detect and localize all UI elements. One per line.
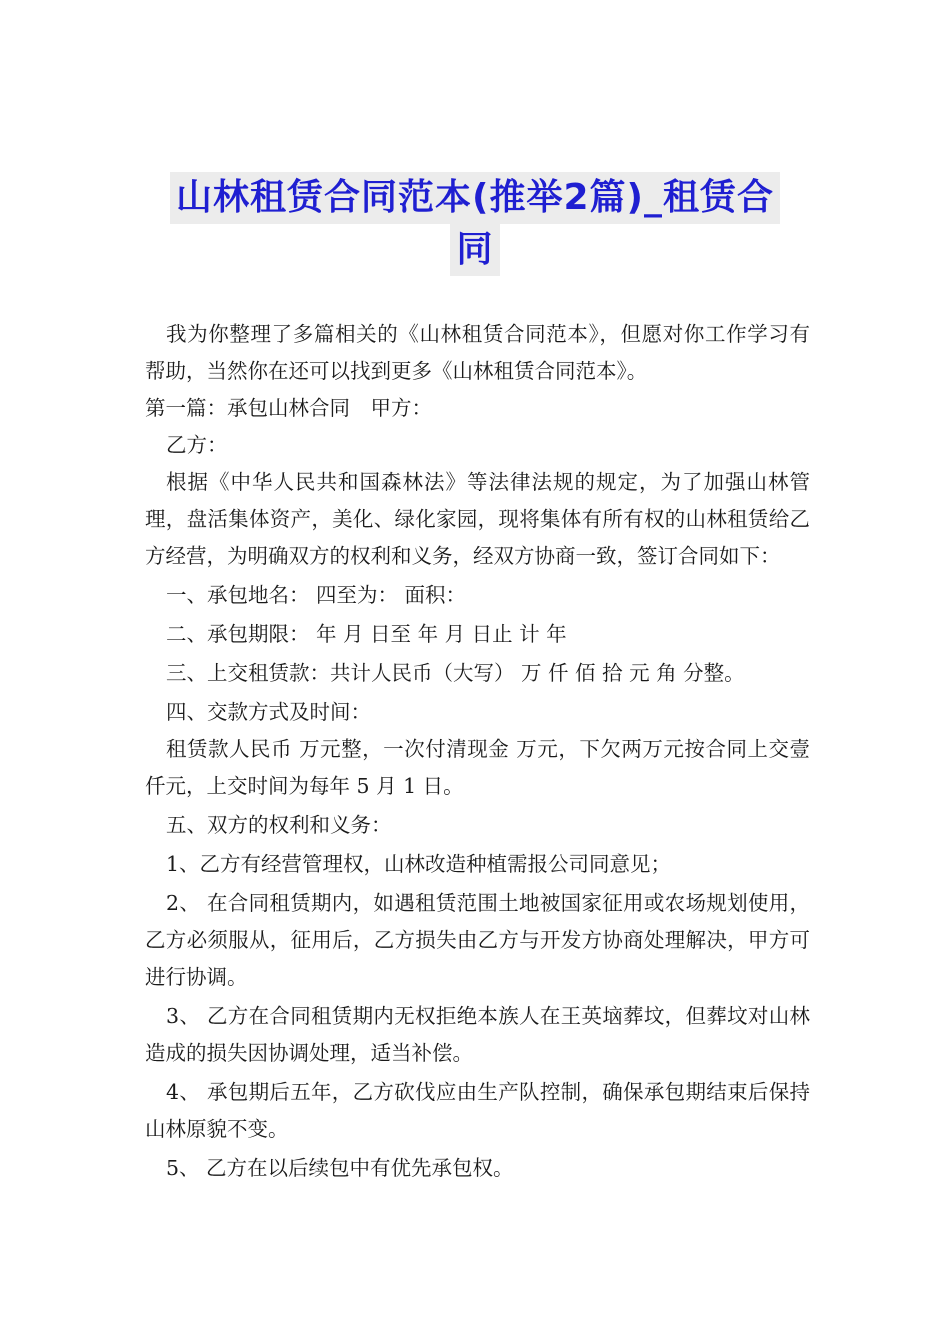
clause-3: 三、上交租赁款：共计人民币（大写） 万 仟 佰 拾 元 角 分整。 <box>166 661 745 685</box>
title-line-1: 山林租赁合同范本(推举2篇)_租赁合 <box>170 172 780 224</box>
payment-paragraph: 租赁款人民币 万元整，一次付清现金 万元，下欠两万元按合同上交壹仟元，上交时间为每年 5 月 1 日。 <box>145 737 810 798</box>
rights-item-5: 5、 乙方在以后续包中有优先承包权。 <box>166 1156 514 1180</box>
document-title <box>140 172 810 276</box>
clause-4: 四、交款方式及时间： <box>166 700 371 724</box>
rights-item-4: 4、 承包期后五年，乙方砍伐应由生产队控制，确保承包期结束后保持山林原貌不变。 <box>145 1080 810 1141</box>
clause-1: 一、承包地名： 四至为： 面积： <box>166 583 467 607</box>
preamble-paragraph: 根据《中华人民共和国森林法》等法律法规的规定，为了加强山林管理，盘活集体资产，美化、绿化家园，现将集体有所有权的山林租赁给乙方经营，为明确双方的权利和义务，经双方协商一致，签订合同如下： <box>145 470 810 568</box>
rights-item-3: 3、 乙方在合同租赁期内无权拒绝本族人在王英垴葬坟，但葬坟对山林造成的损失因协调处理，适当补偿。 <box>145 1004 810 1065</box>
rights-item-2: 2、 在合同租赁期内，如遇租赁范围土地被国家征用或农场规划使用，乙方必须服从，征用后，乙方损失由乙方与开发方协商处理解决，甲方可进行协调。 <box>145 891 810 989</box>
title-line-2: 同 <box>450 224 499 276</box>
party-b-line: 乙方： <box>166 433 228 457</box>
clause-2: 二、承包期限： 年 月 日至 年 月 日止 计 年 <box>166 622 567 646</box>
section-heading-1: 第一篇：承包山林合同 甲方： <box>145 396 432 420</box>
rights-item-1: 1、乙方有经营管理权，山林改造种植需报公司同意见； <box>166 852 672 876</box>
document-body <box>145 316 810 1187</box>
clause-5: 五、双方的权利和义务： <box>166 813 392 837</box>
intro-paragraph: 我为你整理了多篇相关的《山林租赁合同范本》，但愿对你工作学习有帮助，当然你在还可以找到更多《山林租赁合同范本》。 <box>145 322 810 383</box>
